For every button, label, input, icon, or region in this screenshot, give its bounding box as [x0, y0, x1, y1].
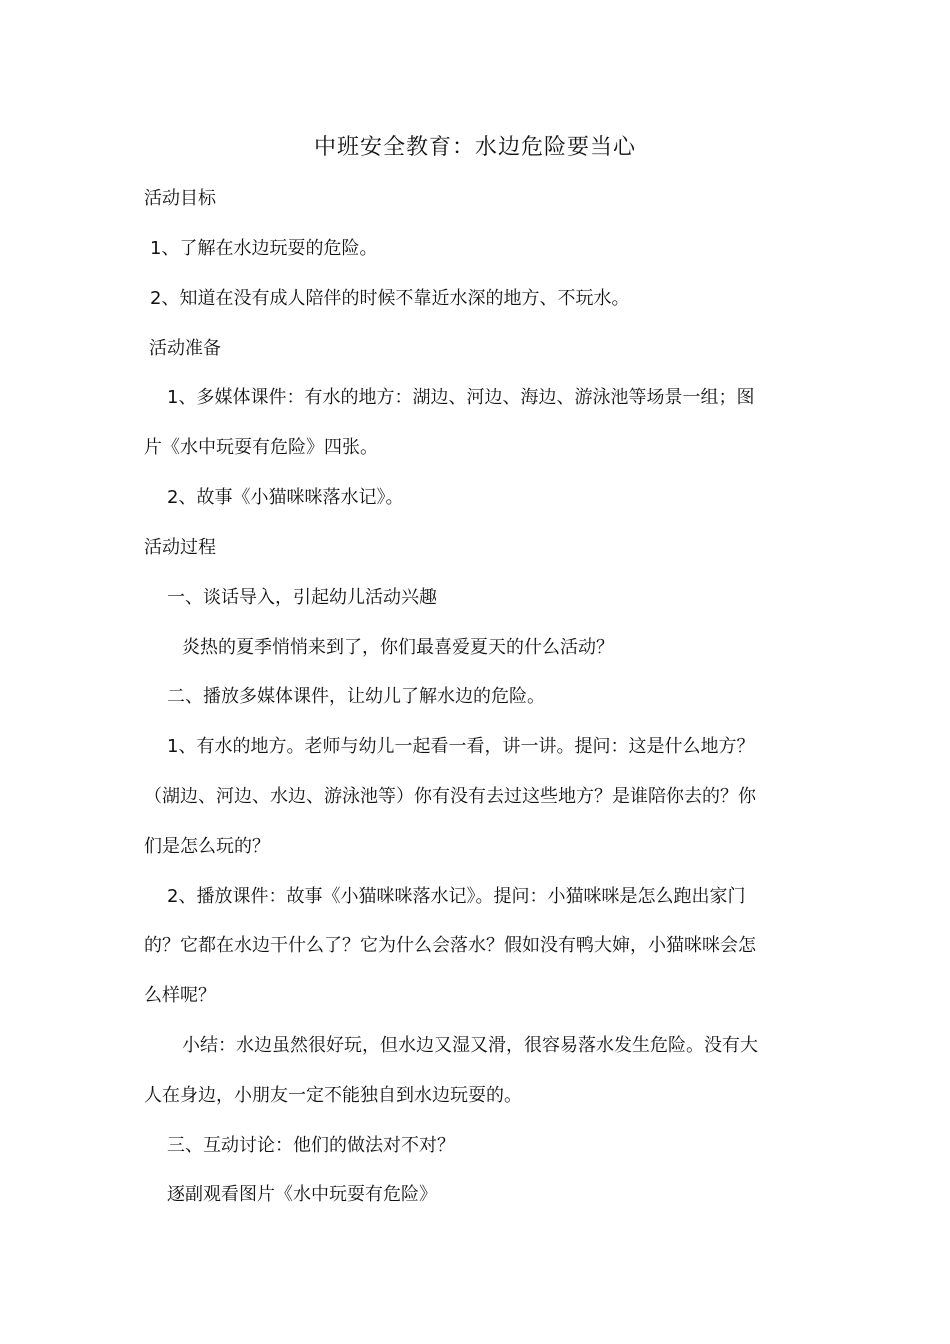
heading-activity-goals: 活动目标 — [144, 188, 216, 209]
preparation-item-1: 1、多媒体课件：有水的地方：湖边、河边、海边、游泳池等场景一组；图 — [167, 387, 755, 408]
process-step-3-text: 逐副观看图片《水中玩耍有危险》 — [167, 1184, 437, 1205]
process-step-2-item-2-line-3: 么样呢？ — [144, 985, 216, 1006]
process-step-2-item-2-line-2: 的？它都在水边干什么了？它为什么会落水？假如没有鸭大婶，小猫咪咪会怎 — [144, 935, 756, 956]
heading-activity-process: 活动过程 — [144, 537, 216, 558]
process-step-3: 三、互动讨论：他们的做法对不对？ — [167, 1135, 455, 1156]
goal-item-2: 2、知道在没有成人陪伴的时候不靠近水深的地方、不玩水。 — [150, 288, 630, 309]
summary-text-continued: 人在身边，小朋友一定不能独自到水边玩耍的。 — [144, 1085, 522, 1106]
preparation-item-1-continued: 片《水中玩耍有危险》四张。 — [144, 437, 378, 458]
process-step-2-item-2: 2、播放课件：故事《小猫咪咪落水记》。提问：小猫咪咪是怎么跑出家门 — [167, 886, 746, 907]
summary-text: 小结：水边虽然很好玩，但水边又湿又滑，很容易落水发生危险。没有大 — [182, 1035, 758, 1056]
preparation-item-2: 2、故事《小猫咪咪落水记》。 — [167, 487, 404, 508]
process-step-2-item-1-line-2: （湖边、河边、水边、游泳池等）你有没有去过这些地方？是谁陪你去的？你 — [144, 786, 756, 807]
goal-item-1: 1、了解在水边玩耍的危险。 — [150, 238, 378, 259]
process-step-2-item-1: 1、有水的地方。老师与幼儿一起看一看，讲一讲。提问：这是什么地方？ — [167, 736, 755, 757]
heading-activity-preparation: 活动准备 — [149, 338, 221, 359]
process-step-2-item-1-line-3: 们是怎么玩的？ — [144, 836, 270, 857]
process-step-1-text: 炎热的夏季悄悄来到了，你们最喜爱夏天的什么活动？ — [182, 637, 614, 658]
process-step-2: 二、播放多媒体课件，让幼儿了解水边的危险。 — [167, 686, 545, 707]
document-title: 中班安全教育：水边危险要当心 — [313, 135, 636, 160]
process-step-1: 一、谈话导入，引起幼儿活动兴趣 — [167, 587, 437, 608]
